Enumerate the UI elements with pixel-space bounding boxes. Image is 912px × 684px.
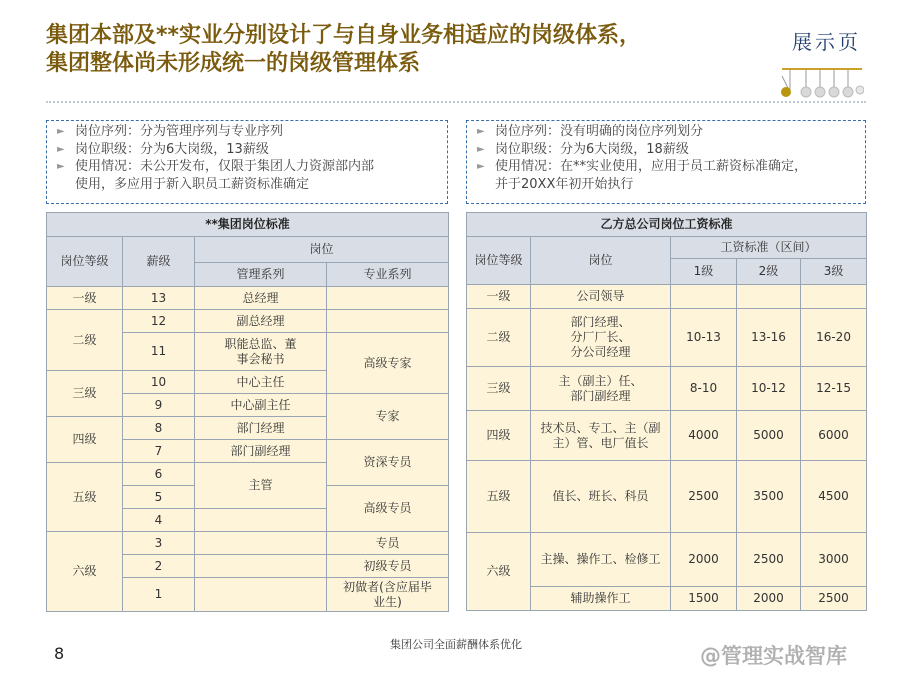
arrow-bullet-icon: ►	[477, 161, 485, 172]
pay-cell: 11	[123, 333, 195, 371]
grade-cell: 六级	[467, 533, 531, 611]
salary-cell: 2000	[671, 533, 737, 587]
header-pay-level: 薪级	[123, 237, 195, 287]
prof-cell	[327, 287, 449, 310]
mgmt-cell: 部门副经理	[195, 440, 327, 463]
pay-cell: 13	[123, 287, 195, 310]
header-salary-standard: 工资标准（区间）	[671, 237, 867, 259]
header-grade: 岗位等级	[47, 237, 123, 287]
salary-cell	[671, 285, 737, 309]
footer-caption: 集团公司全面薪酬体系优化	[390, 638, 522, 651]
company-salary-table	[466, 212, 867, 611]
grade-cell: 五级	[467, 461, 531, 533]
salary-cell	[737, 285, 801, 309]
watermark: @管理实战智库	[700, 644, 847, 668]
mgmt-cell	[195, 578, 327, 612]
prof-cell: 资深专员	[327, 440, 449, 486]
pay-cell: 3	[123, 532, 195, 555]
prof-cell: 高级专家	[327, 333, 449, 394]
grade-cell: 一级	[47, 287, 123, 310]
mgmt-cell	[195, 509, 327, 532]
salary-cell: 13-16	[737, 309, 801, 367]
right-summary-box	[466, 120, 866, 204]
summary-item: ► 岗位序列：没有明确的岗位序列划分	[477, 124, 704, 139]
salary-cell: 6000	[801, 411, 867, 461]
title-divider	[46, 101, 866, 103]
salary-cell: 10-13	[671, 309, 737, 367]
post-cell: 主（副主）任、部门副经理	[531, 367, 671, 411]
summary-item: ► 使用情况：未公开发布，仅限于集团人力资源部内部	[57, 159, 375, 174]
salary-cell: 3000	[801, 533, 867, 587]
grade-cell: 二级	[47, 310, 123, 371]
grade-cell: 五级	[47, 463, 123, 532]
header-level-2: 2级	[737, 259, 801, 285]
prof-cell: 初级专员	[327, 555, 449, 578]
summary-item: ► 岗位职级：分为6大岗级，13薪级	[57, 141, 269, 157]
grade-cell: 三级	[47, 371, 123, 417]
salary-cell: 2000	[737, 587, 801, 611]
arrow-bullet-icon: ►	[477, 143, 485, 155]
salary-cell: 16-20	[801, 309, 867, 367]
table-title: 乙方总公司岗位工资标准	[467, 213, 867, 237]
pay-cell: 2	[123, 555, 195, 578]
mgmt-cell: 主管	[195, 463, 327, 509]
pay-cell: 6	[123, 463, 195, 486]
salary-cell: 1500	[671, 587, 737, 611]
salary-cell: 4000	[671, 411, 737, 461]
prof-cell: 高级专员	[327, 486, 449, 532]
salary-cell: 8-10	[671, 367, 737, 411]
post-cell: 主操、操作工、检修工	[531, 533, 671, 587]
salary-cell	[801, 285, 867, 309]
summary-item: 使用，多应用于新入职员工薪资标准确定	[75, 176, 310, 192]
left-summary-box	[46, 120, 448, 204]
mgmt-cell: 总经理	[195, 287, 327, 310]
pay-cell: 1	[123, 578, 195, 612]
summary-item: ► 岗位序列：分为管理序列与专业序列	[57, 124, 284, 139]
page-title	[46, 22, 786, 78]
summary-item: ► 岗位职级：分为6大岗级，18薪级	[477, 141, 689, 157]
pay-cell: 7	[123, 440, 195, 463]
title-line-2: 集团整体尚未形成统一的岗级管理体系	[46, 51, 421, 76]
salary-cell: 2500	[801, 587, 867, 611]
salary-cell: 5000	[737, 411, 801, 461]
post-cell: 值长、班长、科员	[531, 461, 671, 533]
salary-cell: 10-12	[737, 367, 801, 411]
showcase-badge: 展示页	[792, 30, 861, 54]
summary-item: 并于20XX年初开始执行	[495, 176, 634, 192]
grade-cell: 二级	[467, 309, 531, 367]
grade-cell: 四级	[47, 417, 123, 463]
mgmt-cell: 中心主任	[195, 371, 327, 394]
post-cell: 辅助操作工	[531, 587, 671, 611]
title-line-1: 集团本部及**实业分别设计了与自身业务相适应的岗级体系，	[46, 23, 642, 48]
header-post: 岗位	[531, 237, 671, 285]
header-grade: 岗位等级	[467, 237, 531, 285]
mgmt-cell	[195, 532, 327, 555]
header-management: 管理系列	[195, 263, 327, 287]
salary-cell: 4500	[801, 461, 867, 533]
prof-cell: 专员	[327, 532, 449, 555]
prof-cell	[327, 310, 449, 333]
post-cell: 公司领导	[531, 285, 671, 309]
mgmt-cell: 部门经理	[195, 417, 327, 440]
header-level-3: 3级	[801, 259, 867, 285]
post-cell: 技术员、专工、主（副主）管、电厂值长	[531, 411, 671, 461]
prof-cell: 专家	[327, 394, 449, 440]
header-level-1: 1级	[671, 259, 737, 285]
grade-cell: 三级	[467, 367, 531, 411]
grade-cell: 四级	[467, 411, 531, 461]
arrow-bullet-icon: ►	[57, 126, 65, 137]
header-post: 岗位	[195, 237, 449, 263]
mgmt-cell: 副总经理	[195, 310, 327, 333]
page-number: 8	[54, 644, 65, 663]
pay-cell: 12	[123, 310, 195, 333]
group-grade-table	[46, 212, 449, 612]
prof-cell: 初做者(含应届毕业生)	[327, 578, 449, 612]
pay-cell: 4	[123, 509, 195, 532]
salary-cell: 2500	[737, 533, 801, 587]
mgmt-cell: 职能总监、董事会秘书	[195, 333, 327, 371]
grade-cell: 一级	[467, 285, 531, 309]
pay-cell: 5	[123, 486, 195, 509]
mgmt-cell: 中心副主任	[195, 394, 327, 417]
pay-cell: 9	[123, 394, 195, 417]
header-professional: 专业系列	[327, 263, 449, 287]
arrow-bullet-icon: ►	[477, 126, 485, 137]
salary-cell: 12-15	[801, 367, 867, 411]
newton-cradle-icon	[780, 66, 864, 100]
pay-cell: 8	[123, 417, 195, 440]
summary-item: ► 使用情况：在**实业使用，应用于员工薪资标准确定，	[477, 159, 808, 174]
salary-cell: 2500	[671, 461, 737, 533]
grade-cell: 六级	[47, 532, 123, 612]
mgmt-cell	[195, 555, 327, 578]
table-title: **集团岗位标准	[47, 213, 449, 237]
post-cell: 部门经理、分厂厂长、分公司经理	[531, 309, 671, 367]
arrow-bullet-icon: ►	[57, 143, 65, 155]
pay-cell: 10	[123, 371, 195, 394]
salary-cell: 3500	[737, 461, 801, 533]
arrow-bullet-icon: ►	[57, 161, 65, 172]
